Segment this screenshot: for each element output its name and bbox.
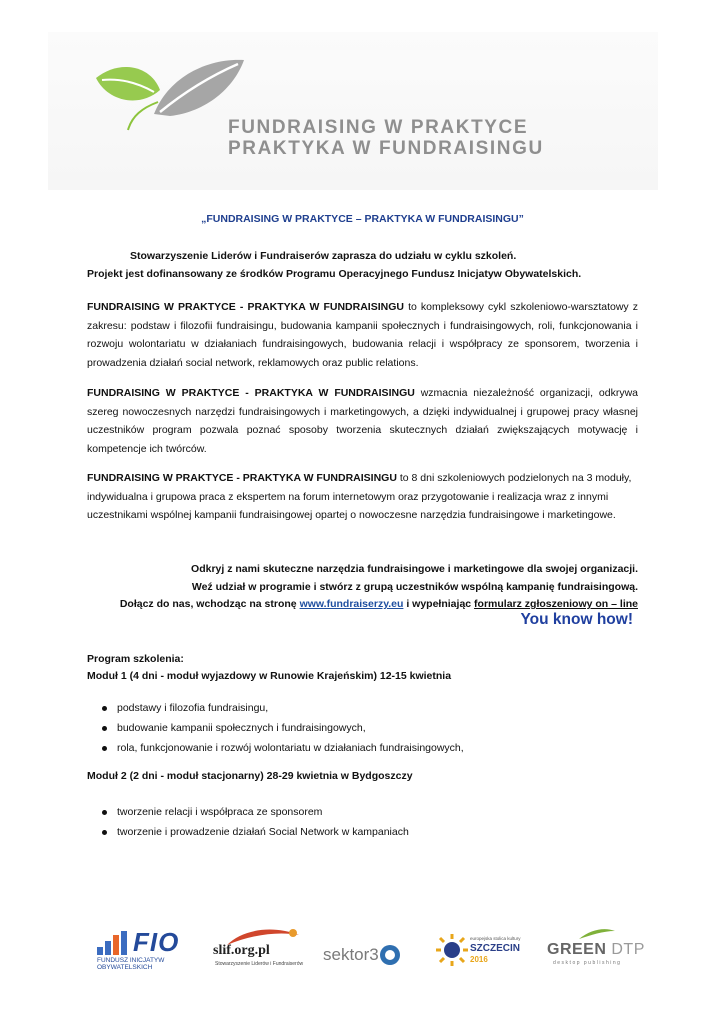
cta-line-3 (78, 598, 638, 610)
fio-bars-icon (95, 929, 131, 959)
fio-subtitle (97, 957, 164, 971)
module-2-list (87, 802, 409, 842)
paragraph-lead: FUNDRAISING W PRAKTYCE - PRAKTYKA W FUNDRAISINGU (87, 301, 404, 313)
header-banner (48, 32, 658, 190)
paragraph-lead: FUNDRAISING W PRAKTYCE - PRAKTYKA W FUNDRAISINGU (87, 387, 415, 399)
paragraph-2 (87, 384, 638, 458)
paragraph-text: to 8 dni szkoleniowych podzielonych na 3 moduły, indywidualna i grupowa praca z ekspertem na forum internetowym oraz przygotowanie i realizacja wraz z innymi uczestnikami wspólnej kampanii fundraisingowej opartej o nowoczesne narzędzia fundraisingowe i marketingowe. (87, 472, 632, 521)
slif-subtitle: Stowarzyszenie Liderów i Fundraiserów (215, 961, 304, 967)
paragraph-lead: FUNDRAISING W PRAKTYCE - PRAKTYKA W FUNDRAISINGU (87, 472, 397, 484)
szczecin-year: 2016 (470, 955, 488, 964)
website-link[interactable]: www.fundraiserzy.eu (299, 598, 404, 610)
program-label: Program szkolenia: (87, 653, 184, 665)
list-item: tworzenie i prowadzenie działań Social Network w kampaniach (87, 822, 409, 842)
green-subtitle: desktop publishing (553, 960, 622, 966)
green-dtp-logo (547, 925, 645, 975)
form-link[interactable]: formularz zgłoszeniowy on – line (474, 598, 638, 610)
list-item: podstawy i filozofia fundraisingu, (87, 698, 464, 718)
dtp-text: DTP (611, 941, 645, 958)
fio-sub-2: OBYWATELSKICH (97, 964, 153, 971)
fio-text: FIO (133, 927, 180, 957)
szczecin-text: SZCZECIN (470, 943, 520, 954)
szczecin-top-text: europejska stolica kultury (470, 936, 521, 941)
green-text: GREEN (547, 941, 607, 958)
sektor3-logo (323, 925, 413, 975)
fio-sub-1: FUNDUSZ INICJATYW (97, 957, 165, 964)
brand-line-1: FUNDRAISING W PRAKTYCE (228, 117, 529, 138)
list-item: tworzenie relacji i współpraca ze sponsorem (87, 802, 409, 822)
slif-text: slif.org.pl (213, 943, 270, 958)
intro-line-1: Stowarzyszenie Liderów i Fundraiserów zaprasza do udziału w cyklu szkoleń. (130, 250, 517, 262)
module-1-list (87, 698, 464, 758)
szczecin-2016-logo (435, 925, 525, 975)
cta-middle: i wypełniając (403, 598, 475, 610)
sun-icon (435, 933, 469, 967)
sektor-text: sektor3 (323, 945, 379, 964)
cta-line-2: Weź udział w programie i stwórz z grupą uczestników wspólną kampanię fundraisingową. (191, 581, 638, 593)
list-item: rola, funkcjonowanie i rozwój wolontariatu w działaniach fundraisingowych, (87, 738, 464, 758)
document-title: „FUNDRAISING W PRAKTYCE – PRAKTYKA W FUNDRAISINGU” (201, 213, 524, 225)
sektor-circle-icon (379, 944, 401, 966)
slogan: You know how! (520, 611, 633, 628)
cta-line-1: Odkryj z nami skuteczne narzędzia fundraisingowe i marketingowe dla swojej organizacji. (191, 563, 638, 575)
green-dtp-text (547, 941, 645, 959)
module-2-title: Moduł 2 (2 dni - moduł stacjonarny) 28-29 kwietnia w Bydgoszczy (87, 770, 413, 782)
leaves-logo-icon (88, 54, 248, 134)
paragraph-3 (87, 469, 632, 525)
slif-logo (213, 925, 313, 975)
sponsor-logos (95, 925, 645, 975)
paragraph-text: to kompleksowy cykl szkoleniowo-warsztatowy z zakresu: podstaw i filozofii fundraisingu, budowania kampanii społecznych i fundraisingowych, roli, funkcjonowania i rozwoju wolontariatu w działaniach fundraisingowych, budowania relacji i współpracy ze sponsorem, tworzenia i prowadzenia działań social network, reklamowych oraz public relations. (87, 301, 639, 369)
brand-line-2: PRAKTYKA W FUNDRAISINGU (228, 138, 544, 159)
fio-logo (95, 925, 190, 975)
module-1-title: Moduł 1 (4 dni - moduł wyjazdowy w Runowie Krajeńskim) 12-15 kwietnia (87, 670, 452, 682)
cta-prefix: Dołącz do nas, wchodząc na stronę (119, 598, 300, 610)
intro-line-2: Projekt jest dofinansowany ze środków Programu Operacyjnego Fundusz Inicjatyw Obywatelskich. (87, 268, 582, 280)
paragraph-1 (87, 298, 638, 372)
paragraph-text: wzmacnia niezależność organizacji, odkrywa szereg nowoczesnych narzędzi fundraisingowych i marketingowych, a dzięki indywidualnej i grupowej pracy własnej uczestników program pozwala poznać sposoby tworzenia skutecznych działań zwiększających motywację i kompetencje ich twórców. (87, 387, 639, 455)
green-swoosh-icon (577, 927, 617, 941)
list-item: budowanie kampanii społecznych i fundraisingowych, (87, 718, 464, 738)
